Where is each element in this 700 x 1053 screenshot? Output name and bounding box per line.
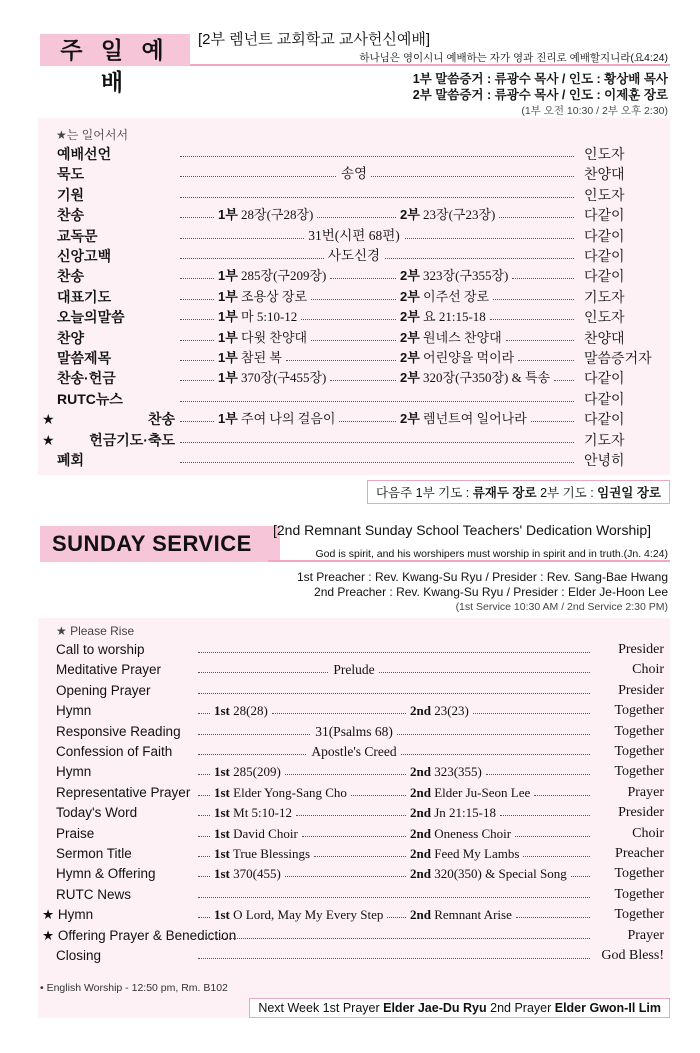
item-role: 찬양대 — [584, 329, 625, 346]
first-service-tag: 1st — [214, 784, 230, 800]
dotted-leader — [180, 287, 214, 300]
second-service-detail — [410, 844, 519, 864]
dotted-leader — [499, 205, 574, 218]
first-service-detail — [214, 824, 298, 844]
first-service-value: 28장(구28장) — [241, 207, 314, 223]
item-role: 다같이 — [584, 390, 625, 407]
dotted-leader — [180, 368, 214, 381]
item-role: Presider — [618, 642, 664, 657]
dotted-leader — [486, 762, 590, 775]
second-service-tag: 2nd — [410, 805, 431, 821]
item-role: Together — [614, 703, 664, 719]
dotted-leader — [285, 864, 406, 877]
second-service-value: 23장(구23장) — [423, 207, 496, 223]
dotted-leader — [198, 762, 210, 775]
item-label: 찬송 — [57, 268, 85, 285]
dotted-leader — [180, 185, 574, 198]
first-service-value: O Lord, May My Every Step — [233, 907, 384, 923]
dotted-leader — [531, 409, 574, 422]
dotted-leader — [515, 824, 590, 837]
table-row — [38, 246, 670, 266]
rise-note: ★ Please Rise — [56, 624, 135, 638]
order-of-worship-english — [38, 618, 670, 1018]
dotted-leader — [198, 864, 210, 877]
dotted-leader — [198, 640, 590, 653]
table-row — [38, 307, 670, 327]
dotted-leader — [516, 905, 590, 918]
item-label: 찬양 — [57, 329, 85, 346]
second-service-detail — [400, 409, 527, 429]
second-service-tag: 2nd — [410, 846, 431, 861]
second-service-detail — [400, 287, 489, 307]
item-detail-text: 사도신경 — [324, 248, 384, 263]
table-row — [38, 803, 670, 823]
item-label: Meditative Prayer — [56, 662, 162, 678]
first-service-tag: 1st — [214, 703, 230, 719]
second-service-tag: 2nd — [410, 907, 431, 923]
item-label: 찬송 — [57, 207, 85, 224]
first-service-tag: 1부 — [218, 207, 238, 223]
second-service-detail — [400, 348, 514, 368]
item-role: Together — [614, 907, 664, 923]
item-label: 묵도 — [57, 166, 85, 183]
item-label: Closing — [56, 948, 102, 963]
table-row — [38, 701, 670, 721]
dotted-leader — [180, 450, 574, 463]
first-service-tag: 1부 — [218, 288, 238, 304]
second-service-detail — [410, 864, 567, 884]
second-service-tag: 2nd — [410, 866, 431, 882]
second-service-detail — [410, 701, 469, 721]
item-role: 다같이 — [584, 207, 625, 224]
second-service-value: 요 21:15-18 — [423, 309, 486, 325]
table-row — [38, 742, 670, 762]
item-role: Together — [614, 886, 664, 902]
table-row — [38, 660, 670, 680]
first-service-value: 28(28) — [233, 703, 268, 719]
dotted-leader — [314, 844, 406, 857]
first-service-value: 마 5:10-12 — [241, 309, 298, 325]
second-service-value: Jn 21:15-18 — [434, 805, 496, 821]
first-service-detail — [214, 844, 310, 864]
dotted-leader — [330, 266, 396, 279]
table-row — [38, 864, 670, 884]
item-detail-text: 31번(시편 68편) — [304, 228, 404, 243]
second-service-detail — [400, 266, 508, 286]
item-label: ★헌금기도·축도 — [42, 431, 175, 448]
second-service-tag: 2부 — [400, 370, 420, 386]
item-label: ★찬송 — [42, 411, 175, 428]
english-service-section — [0, 518, 700, 1053]
second-service-value: Oneness Choir — [434, 825, 512, 841]
table-row — [38, 450, 670, 470]
table-row — [38, 164, 670, 184]
first-service-detail — [214, 864, 281, 884]
preacher-info-english — [297, 570, 668, 615]
item-label: Hymn — [56, 764, 92, 780]
table-row — [38, 640, 670, 660]
table-row — [38, 844, 670, 864]
item-detail — [38, 742, 670, 762]
second-service-value: 어린양을 먹이라 — [423, 350, 515, 365]
item-role: 다같이 — [584, 248, 625, 264]
dotted-leader — [330, 368, 396, 381]
second-service-detail — [410, 783, 530, 803]
first-service-tag: 1st — [214, 764, 230, 780]
korean-service-section — [0, 0, 700, 500]
first-service-tag: 1st — [214, 907, 230, 923]
table-row — [38, 287, 670, 307]
first-service-tag: 1부 — [218, 329, 238, 345]
table-row — [38, 348, 670, 368]
item-role: Together — [614, 744, 664, 759]
dotted-leader — [311, 287, 396, 300]
item-role: Prayer — [627, 784, 664, 800]
dotted-leader — [493, 287, 574, 300]
dotted-leader — [198, 885, 590, 898]
second-service-tag: 2부 — [400, 411, 420, 427]
second-service-value: Remnant Arise — [434, 907, 512, 923]
second-service-tag: 2nd — [410, 784, 431, 800]
first-service-tag: 1부 — [218, 350, 238, 365]
item-role: Presider — [618, 682, 664, 698]
dotted-leader — [180, 307, 214, 320]
first-service-tag: 1부 — [218, 309, 238, 325]
item-role: 다같이 — [584, 227, 625, 244]
first-service-tag: 1st — [214, 846, 230, 861]
dotted-leader — [490, 307, 574, 320]
dotted-leader — [311, 328, 396, 341]
second-service-value: 323장(구355장) — [423, 268, 509, 284]
item-role: Choir — [632, 825, 664, 841]
dotted-leader — [198, 681, 590, 694]
first-service-detail — [218, 307, 297, 327]
item-detail — [38, 226, 670, 246]
item-role: Together — [614, 764, 664, 780]
first-service-value: 370(455) — [233, 866, 281, 882]
second-service-value: 320(350) & Special Song — [434, 866, 567, 882]
table-row — [38, 409, 670, 429]
item-label: Hymn — [56, 703, 92, 719]
dotted-leader — [286, 348, 396, 361]
item-role: Together — [614, 866, 664, 882]
item-label: Praise — [56, 825, 95, 841]
dotted-leader — [198, 824, 210, 837]
first-service-value: 285(209) — [233, 764, 281, 780]
first-service-detail — [218, 409, 335, 429]
dotted-leader — [198, 844, 210, 857]
table-row — [38, 946, 670, 966]
table-row — [38, 762, 670, 782]
dotted-leader — [302, 824, 406, 837]
item-role: 다같이 — [584, 268, 625, 285]
dotted-leader — [198, 803, 210, 816]
dotted-leader — [180, 348, 214, 361]
item-role: Choir — [632, 662, 664, 678]
first-service-detail — [214, 783, 347, 803]
dotted-leader — [506, 328, 574, 341]
first-service-detail — [214, 803, 292, 823]
second-service-tag: 2부 — [400, 329, 420, 345]
table-row — [38, 783, 670, 803]
first-service-detail — [218, 328, 307, 348]
dotted-leader — [301, 307, 396, 320]
first-service-value: 다윗 찬양대 — [241, 329, 308, 345]
item-role: Prayer — [627, 927, 664, 943]
first-service-tag: 1부 — [218, 370, 238, 386]
dotted-leader — [296, 803, 406, 816]
first-service-detail — [218, 368, 326, 388]
item-role: 안녕히 — [584, 452, 625, 468]
first-service-value: 370장(구455장) — [241, 370, 327, 386]
dotted-leader — [272, 701, 406, 714]
item-role: God Bless! — [601, 948, 664, 963]
second-service-detail — [410, 824, 511, 844]
table-row — [38, 430, 670, 450]
first-service-tag: 1st — [214, 825, 230, 841]
item-label: Responsive Reading — [56, 723, 181, 739]
second-service-detail — [410, 762, 482, 782]
service-subtitle-english: [2nd Remnant Sunday School Teachers' Dedication Worship] — [273, 522, 652, 538]
order-of-worship-korean — [38, 118, 670, 475]
item-label: 찬송·헌금 — [57, 370, 116, 387]
second-service-detail — [400, 205, 495, 225]
table-row — [38, 226, 670, 246]
next-week-prayer-korean: 다음주 1부 기도 : 류재두 장로 2부 기도 : 임권일 장로 — [367, 480, 670, 504]
first-service-detail — [214, 701, 268, 721]
table-row — [38, 722, 670, 742]
second-service-tag: 2nd — [410, 764, 431, 780]
second-service-tag: 2부 — [400, 207, 420, 223]
first-service-tag: 1st — [214, 866, 230, 882]
second-service-value: Elder Ju-Seon Lee — [434, 784, 531, 800]
item-label: 말씀제목 — [57, 350, 112, 366]
dotted-leader — [198, 701, 210, 714]
dotted-leader — [534, 783, 590, 796]
dotted-leader — [180, 389, 574, 402]
item-role: 기도자 — [584, 288, 625, 305]
item-label: ★ Hymn — [42, 907, 94, 923]
item-label: Representative Prayer — [56, 784, 191, 800]
second-service-value: 323(355) — [434, 764, 482, 780]
dotted-leader — [512, 266, 574, 279]
second-service-value: 이주선 장로 — [423, 288, 490, 304]
first-service-value: 주여 나의 걸음이 — [241, 411, 336, 427]
item-label: RUTC News — [56, 886, 132, 902]
first-service-tag: 1부 — [218, 411, 238, 427]
page-title-english: SUNDAY SERVICE — [40, 526, 280, 562]
dotted-leader — [571, 864, 590, 877]
second-service-value: 렘넌트여 일어나라 — [423, 411, 527, 427]
first-service-value: Elder Yong-Sang Cho — [233, 784, 347, 800]
item-detail-text: Apostle's Creed — [307, 744, 400, 759]
service-times: (1st Service 10:30 AM / 2nd Service 2:30 PM) — [455, 601, 668, 613]
english-worship-note: • English Worship - 12:50 pm, Rm. B102 — [40, 982, 228, 994]
item-label: Hymn & Offering — [56, 866, 156, 882]
dotted-leader — [473, 701, 590, 714]
second-service-detail — [400, 328, 502, 348]
second-service-tag: 2부 — [400, 268, 420, 284]
item-label: 대표기도 — [57, 288, 112, 305]
dotted-leader — [180, 409, 214, 422]
first-service-value: True Blessings — [232, 846, 311, 861]
scripture-verse-english: God is spirit, and his worshipers must worship in spirit and in truth.(Jn. 4:24) — [315, 548, 668, 560]
second-service-tag: 2부 — [400, 288, 420, 304]
item-role: 기도자 — [584, 431, 625, 448]
table-row — [38, 389, 670, 409]
dotted-leader — [285, 762, 406, 775]
dotted-leader — [554, 368, 574, 381]
table-row — [38, 905, 670, 925]
second-service-detail — [410, 803, 496, 823]
item-role: 말씀증거자 — [584, 350, 652, 366]
item-label: ★ Offering Prayer & Benediction — [42, 927, 237, 943]
item-detail-text: Prelude — [329, 662, 378, 677]
dotted-leader — [198, 905, 210, 918]
first-service-value: 참된 복 — [241, 350, 282, 365]
item-label: Confession of Faith — [56, 744, 173, 759]
item-role: Presider — [618, 805, 664, 821]
dotted-leader — [387, 905, 406, 918]
item-detail — [38, 722, 670, 742]
item-label: Call to worship — [56, 642, 145, 657]
second-service-value: 원네스 찬양대 — [423, 329, 502, 345]
first-service-value: 285장(구209장) — [241, 268, 327, 284]
second-service-detail — [410, 905, 512, 925]
preacher-line-1: 1st Preacher : Rev. Kwang-Su Ryu / Presider : Rev. Sang-Bae Hwang — [296, 570, 668, 584]
page-title-korean: 주 일 예 배 — [40, 34, 190, 66]
item-role: 다같이 — [584, 370, 625, 387]
next-week-prayer-english: Next Week 1st Prayer Elder Jae-Du Ryu 2nd Prayer Elder Gwon-Il Lim — [249, 998, 670, 1018]
first-service-tag: 1st — [214, 805, 230, 821]
second-service-tag: 2부 — [400, 350, 420, 365]
first-service-value: Mt 5:10-12 — [233, 805, 293, 821]
table-row — [38, 266, 670, 286]
dotted-leader — [339, 409, 396, 422]
item-label: Opening Prayer — [56, 682, 151, 698]
dotted-leader — [180, 144, 574, 157]
item-detail — [38, 246, 670, 266]
dotted-leader — [198, 926, 590, 939]
dotted-leader — [180, 266, 214, 279]
second-service-detail — [400, 307, 486, 327]
item-role: 인도자 — [584, 186, 625, 203]
table-row — [38, 328, 670, 348]
item-role: 인도자 — [584, 146, 625, 162]
item-detail-text: 31(Psalms 68) — [311, 724, 397, 739]
second-service-value: Feed My Lambs — [434, 846, 520, 861]
service-subtitle-korean: [2부 렘넌트 교회학교 교사헌신예배] — [198, 31, 431, 48]
preacher-line-1: 1부 말씀증거 : 류광수 목사 / 인도 : 황상배 목사 — [412, 72, 668, 86]
item-label: Today's Word — [56, 805, 138, 821]
first-service-tag: 1부 — [218, 268, 238, 284]
dotted-leader — [180, 430, 574, 443]
first-service-detail — [218, 348, 282, 368]
rise-note: ★는 일어서서 — [56, 128, 129, 142]
item-detail — [38, 164, 670, 184]
item-role: 찬양대 — [584, 166, 625, 183]
dotted-leader — [500, 803, 590, 816]
second-service-detail — [400, 368, 550, 388]
item-label: Sermon Title — [56, 846, 132, 861]
table-row — [38, 681, 670, 701]
first-service-detail — [214, 762, 281, 782]
table-row — [38, 926, 670, 946]
first-service-detail — [218, 205, 313, 225]
second-service-value: 320장(구350장) & 특송 — [423, 370, 551, 386]
table-row — [38, 205, 670, 225]
item-label: 신앙고백 — [57, 248, 112, 264]
dotted-leader — [198, 783, 210, 796]
item-label: 예배선언 — [57, 146, 112, 162]
item-role: 인도자 — [584, 309, 625, 326]
table-row — [38, 885, 670, 905]
dotted-leader — [351, 783, 406, 796]
first-service-detail — [218, 266, 326, 286]
second-service-tag: 2nd — [410, 703, 431, 719]
table-row — [38, 185, 670, 205]
dotted-leader — [180, 328, 214, 341]
preacher-line-2: 2부 말씀증거 : 류광수 목사 / 인도 : 이제훈 장로 — [412, 88, 668, 102]
item-role: Preacher — [615, 846, 664, 861]
first-service-value: 조용상 장로 — [241, 288, 308, 304]
item-label: RUTC뉴스 — [57, 390, 123, 407]
scripture-verse-korean: 하나님은 영이시니 예배하는 자가 영과 진리로 예배할지니라(요4:24) — [359, 52, 668, 64]
first-service-detail — [218, 287, 307, 307]
dotted-leader — [317, 205, 396, 218]
service-times: (1부 오전 10:30 / 2부 오후 2:30) — [521, 105, 668, 117]
item-label: 교독문 — [57, 227, 98, 244]
table-row — [38, 368, 670, 388]
item-label: 폐회 — [57, 452, 85, 468]
dotted-leader — [518, 348, 574, 361]
dotted-leader — [198, 946, 590, 959]
item-detail — [38, 660, 670, 680]
second-service-tag: 2부 — [400, 309, 420, 325]
first-service-detail — [214, 905, 383, 925]
table-row — [38, 144, 670, 164]
second-service-tag: 2nd — [410, 825, 431, 841]
item-role: 다같이 — [584, 411, 625, 428]
table-row — [38, 824, 670, 844]
first-service-value: David Choir — [233, 825, 298, 841]
item-label: 기원 — [57, 186, 85, 203]
second-service-value: 23(23) — [434, 703, 469, 719]
preacher-info-korean — [413, 71, 668, 119]
preacher-line-2: 2nd Preacher : Rev. Kwang-Su Ryu / Presider : Elder Je-Hoon Lee — [314, 585, 668, 599]
dotted-leader — [180, 205, 214, 218]
item-detail-text: 송영 — [337, 166, 371, 181]
item-label: 오늘의말씀 — [57, 309, 125, 326]
title-rule — [268, 560, 670, 562]
item-role: Together — [614, 723, 664, 739]
dotted-leader — [523, 844, 590, 857]
